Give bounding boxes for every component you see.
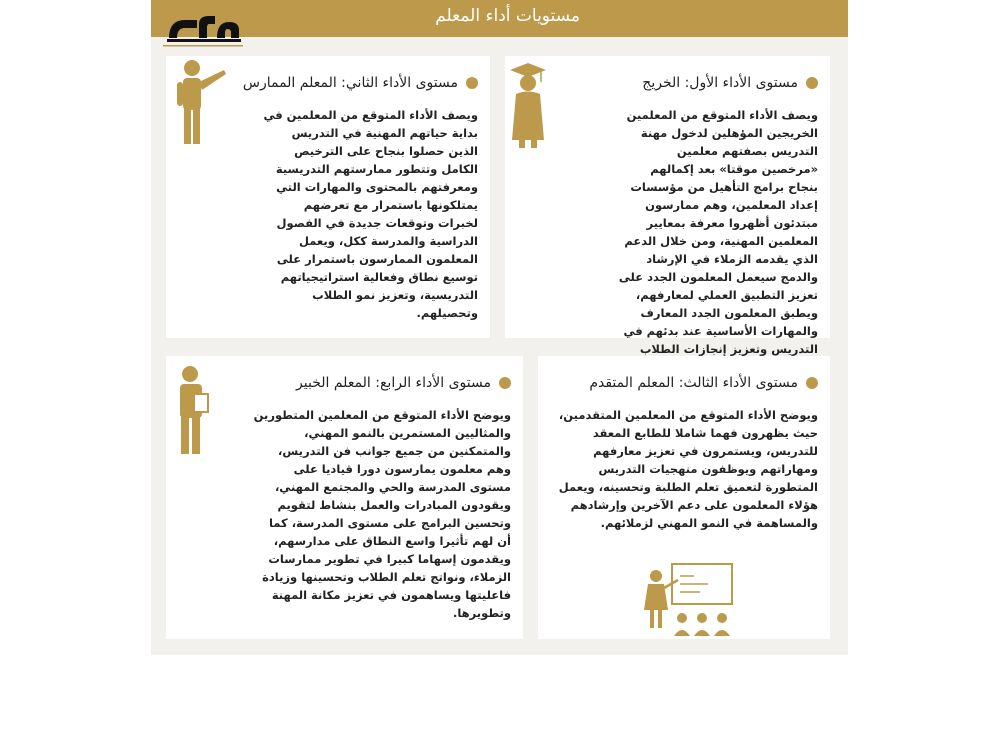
level-2-heading bbox=[243, 75, 478, 91]
classroom-icon bbox=[638, 562, 738, 638]
level-1-panel bbox=[505, 56, 830, 356]
level-4-panel bbox=[166, 356, 523, 639]
level-3-panel bbox=[538, 356, 830, 639]
level-2-title: مستوى الأداء الثاني: المعلم الممارس bbox=[242, 75, 458, 91]
expert-teacher-icon bbox=[172, 364, 216, 456]
logo-underline bbox=[163, 44, 243, 48]
page-title: مستويات أداء المعلم bbox=[435, 6, 580, 26]
level-3-title: مستوى الأداء الثالث: المعلم المتقدم bbox=[589, 375, 798, 391]
bullet-dot bbox=[499, 377, 511, 389]
level-1-title: مستوى الأداء الأول: الخريج bbox=[642, 75, 798, 91]
level-4-body: ويوضح الأداء المتوقع من المعلمين المتطورين والمثاليين المستمرين بالنمو المهني، والمتمكنين من جميع جوانب فن التدريس، وهم معلمون يمارسون دورا قياديا على مستوى المدرسة والحي والمجتمع المهني، ويقودون المبادرات والعمل بنشاط لتقويم وتحسين البرامج على مستوى المدرسة، كما أن لهم تأثيرا واسع النطاق على مدارسهم، ويقدمون إسهاما كبيرا في تطوير ممارسات الزملاء، ونواتج تعلم الطلاب وتحسينها وزيادة فاعليتها ويساهمون في تعزيز مكانة المهنة وتطويرها. bbox=[253, 408, 511, 620]
level-4-title: مستوى الأداء الرابع: المعلم الخبير bbox=[296, 375, 491, 391]
level-4-heading bbox=[296, 375, 511, 391]
level-2-panel bbox=[166, 56, 490, 338]
bullet-dot bbox=[466, 77, 478, 89]
pointing-teacher-icon bbox=[172, 58, 228, 148]
level-1-body: ويصف الأداء المتوقع من المعلمين الخريجين المؤهلين لدخول مهنة التدريس بصفتهم معلمين «مرخصين موقتا» بعد إكمالهم بنجاح برامج التأهيل من مؤسسات إعداد المعلمين، وهم ممارسون مبتدئون أظهروا معرفة بمعايير المعلمين المهنية، ومن خلال الدعم الذي يقدمه الزملاء في الإرشاد والدمج سيعمل المعلمون الجدد على تعزيز التطبيق العملي لمعارفهم، ويطبق المعلمون الجدد المعارف والمهارات الأساسية عند بدئهم في التدريس وتعزيز إنجازات الطلاب bbox=[618, 108, 818, 356]
level-3-body: ويوضح الأداء المتوقع من المعلمين المتقدمين، حيث يظهرون فهما شاملا للطابع المعقد للتدريس، ويستمرون في تعزيز معارفهم ومهاراتهم ويوظفون منهجيات التدريس المتطورة لتعميق تعلم الطلبة وتحسينه، ويعمل هؤلاء المعلمون على دعم الآخرين وإرشادهم والمساهمة في النمو المهني لزملائهم. bbox=[558, 408, 818, 530]
level-2-body: ويصف الأداء المتوقع من المعلمين في بداية حياتهم المهنية في التدريس الذين حصلوا بنجاح على الترخيص الكامل وتتطور ممارستهم التدريسية ومعرفتهم بالمحتوى والمهارات التي يمتلكونها باستمرار مع تعرضهم لخبرات وتوقعات جديدة في الفصول الدراسية والمدرسة ككل، ويعمل المعلمون الممارسون باستمرار على توسيع نطاق وفعالية استراتيجياتهم التدريسية، وتعزيز نمو الطلاب وتحصيلهم. bbox=[263, 108, 478, 320]
level-1-heading bbox=[642, 75, 818, 91]
graduate-icon bbox=[507, 60, 549, 150]
level-3-heading bbox=[589, 375, 818, 391]
header-bar bbox=[151, 0, 848, 37]
makkah-logo bbox=[163, 6, 243, 48]
bullet-dot bbox=[806, 377, 818, 389]
bullet-dot bbox=[806, 77, 818, 89]
